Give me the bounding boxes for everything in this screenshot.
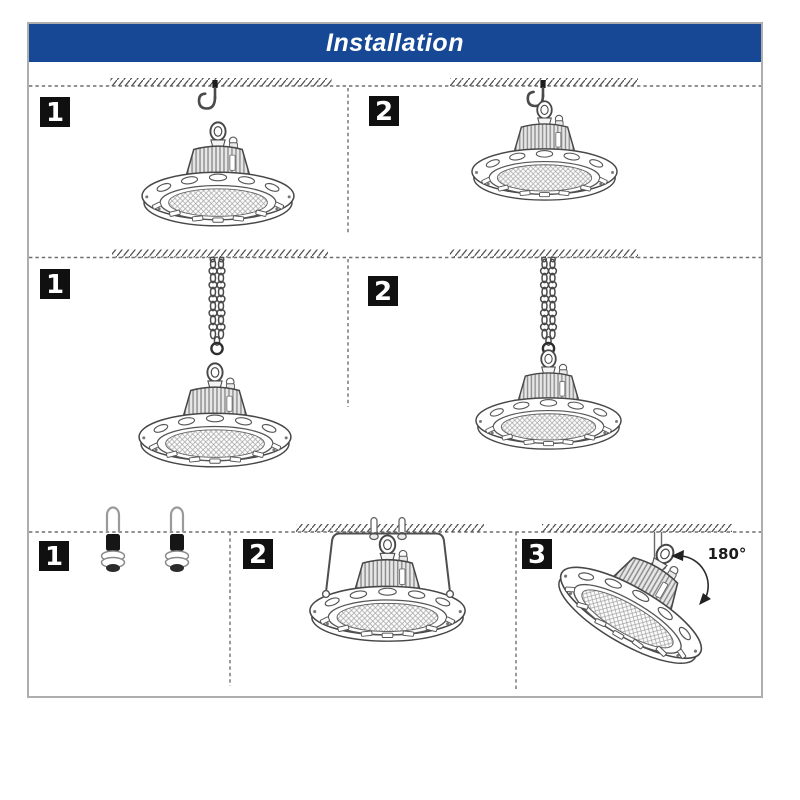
page-title: Installation: [326, 28, 464, 57]
step-badge: [243, 539, 273, 570]
step-number: 1: [44, 542, 64, 572]
step-number: 3: [527, 540, 547, 570]
ufo-light-drawing: [472, 101, 617, 200]
panel-hook-step-1: [40, 80, 294, 226]
panel-chain-step-1: [40, 257, 291, 467]
step-badge: [369, 96, 399, 127]
step-badge: [40, 97, 70, 128]
ceiling-hatch: [110, 78, 332, 86]
chain-icon: [209, 257, 225, 354]
step-number: 1: [45, 98, 65, 128]
step-badge: [368, 276, 398, 307]
panel-hook-step-2: [369, 80, 617, 200]
section-chain-mounting: [29, 250, 761, 467]
step-number: 2: [374, 97, 394, 127]
ceiling-row2: [29, 250, 761, 258]
ufo-light-drawing: [142, 122, 294, 225]
step-badge: [522, 539, 552, 570]
rotation-arrow-icon: [671, 550, 711, 605]
step-badge: [40, 269, 70, 300]
bolt-pin-icon: [370, 518, 378, 540]
section-bracket-mounting: [29, 506, 761, 690]
ufo-light-drawing: [310, 535, 465, 641]
panel-bracket-step-1: [39, 508, 189, 573]
ceiling-hatch: [112, 250, 328, 258]
rotation-angle-label: 180°: [707, 545, 747, 563]
ceiling-hatch: [542, 524, 732, 532]
panel-bracket-step-2: [243, 518, 465, 642]
ceiling-row1: [29, 78, 761, 86]
chain-icon: [541, 257, 557, 354]
section-hook-mounting: [29, 78, 761, 233]
ceiling-hatch: [450, 250, 638, 258]
step-number: 2: [373, 277, 393, 307]
panel-chain-step-2: [368, 257, 621, 449]
ceiling-hatch: [296, 524, 484, 532]
step-number: 2: [248, 540, 268, 570]
ceiling-row3: [29, 524, 761, 532]
ufo-light-drawing: [476, 350, 621, 449]
expansion-bolt-icon: [102, 508, 125, 573]
bolt-pin-icon: [398, 518, 406, 540]
step-number: 1: [45, 270, 65, 300]
step-badge: [39, 541, 69, 572]
expansion-bolt-icon: [166, 508, 189, 573]
ufo-light-drawing: [139, 363, 291, 466]
